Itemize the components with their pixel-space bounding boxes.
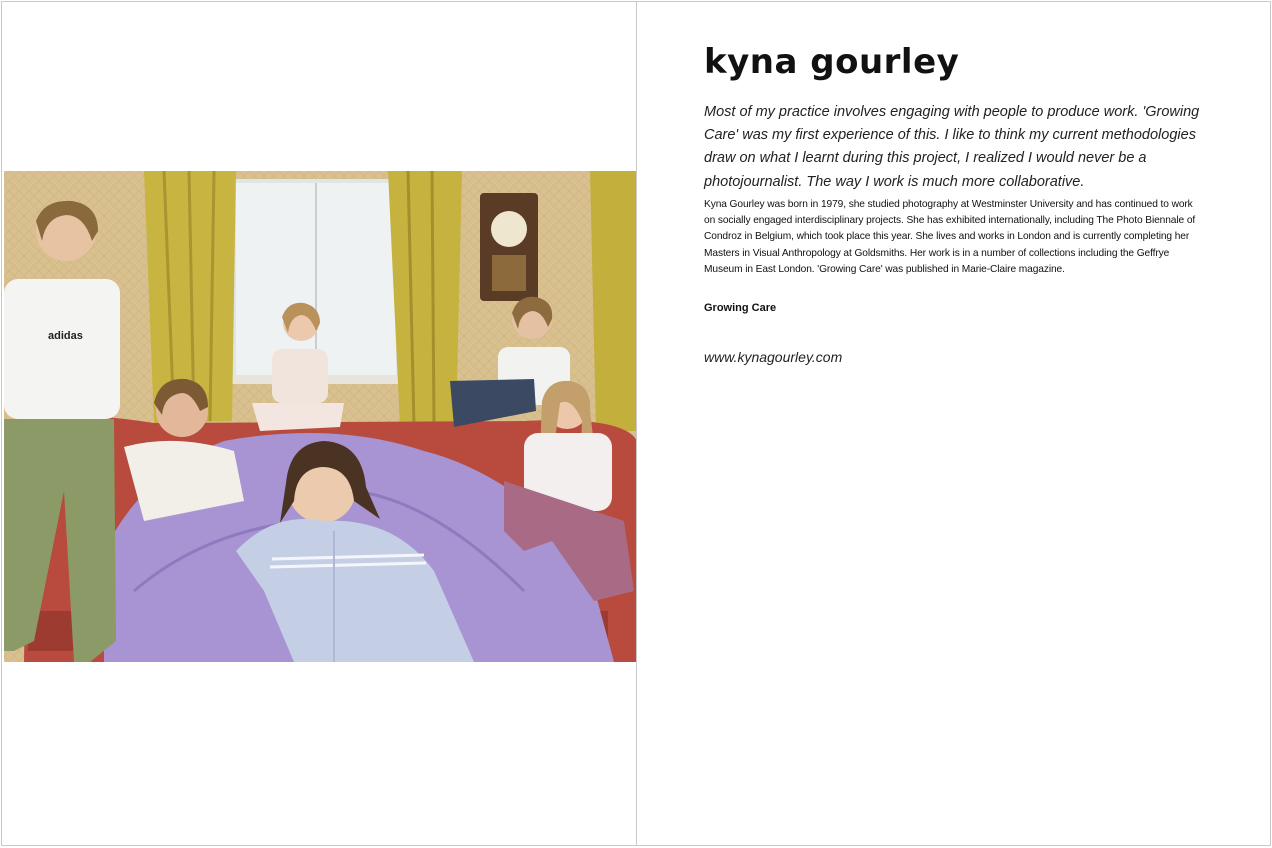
shirt-logo: adidas bbox=[48, 330, 83, 342]
artist-quote: Most of my practice involves engaging with people to produce work. 'Growing Care' was my first experience of this. I like to think my current methodologies draw on what I learnt during this project, I realized I would never be a photojournalist. The way I work is much more collaborative. bbox=[704, 104, 1200, 190]
left-page bbox=[1, 1, 637, 846]
artist-website: www.kynagourley.com bbox=[704, 349, 843, 365]
right-page bbox=[636, 1, 1271, 846]
artist-name: kyna gourley bbox=[704, 42, 960, 82]
project-title: Growing Care bbox=[704, 302, 777, 314]
artist-bio: Kyna Gourley was born in 1979, she studied photography at Westminster University and has continued to work on socially engaged interdisciplinary projects. She has exhibited internationally, including The Photo Biennale of Condroz in Belgium, which took place this year. She lives and works in London and is currently completing her Masters in Visual Anthropology at Goldsmiths. Her work is in a number of collections including the Geffrye Museum in East London. 'Growing Care' was published in Marie-Claire magazine. bbox=[704, 199, 1196, 275]
family-photograph bbox=[4, 171, 637, 662]
